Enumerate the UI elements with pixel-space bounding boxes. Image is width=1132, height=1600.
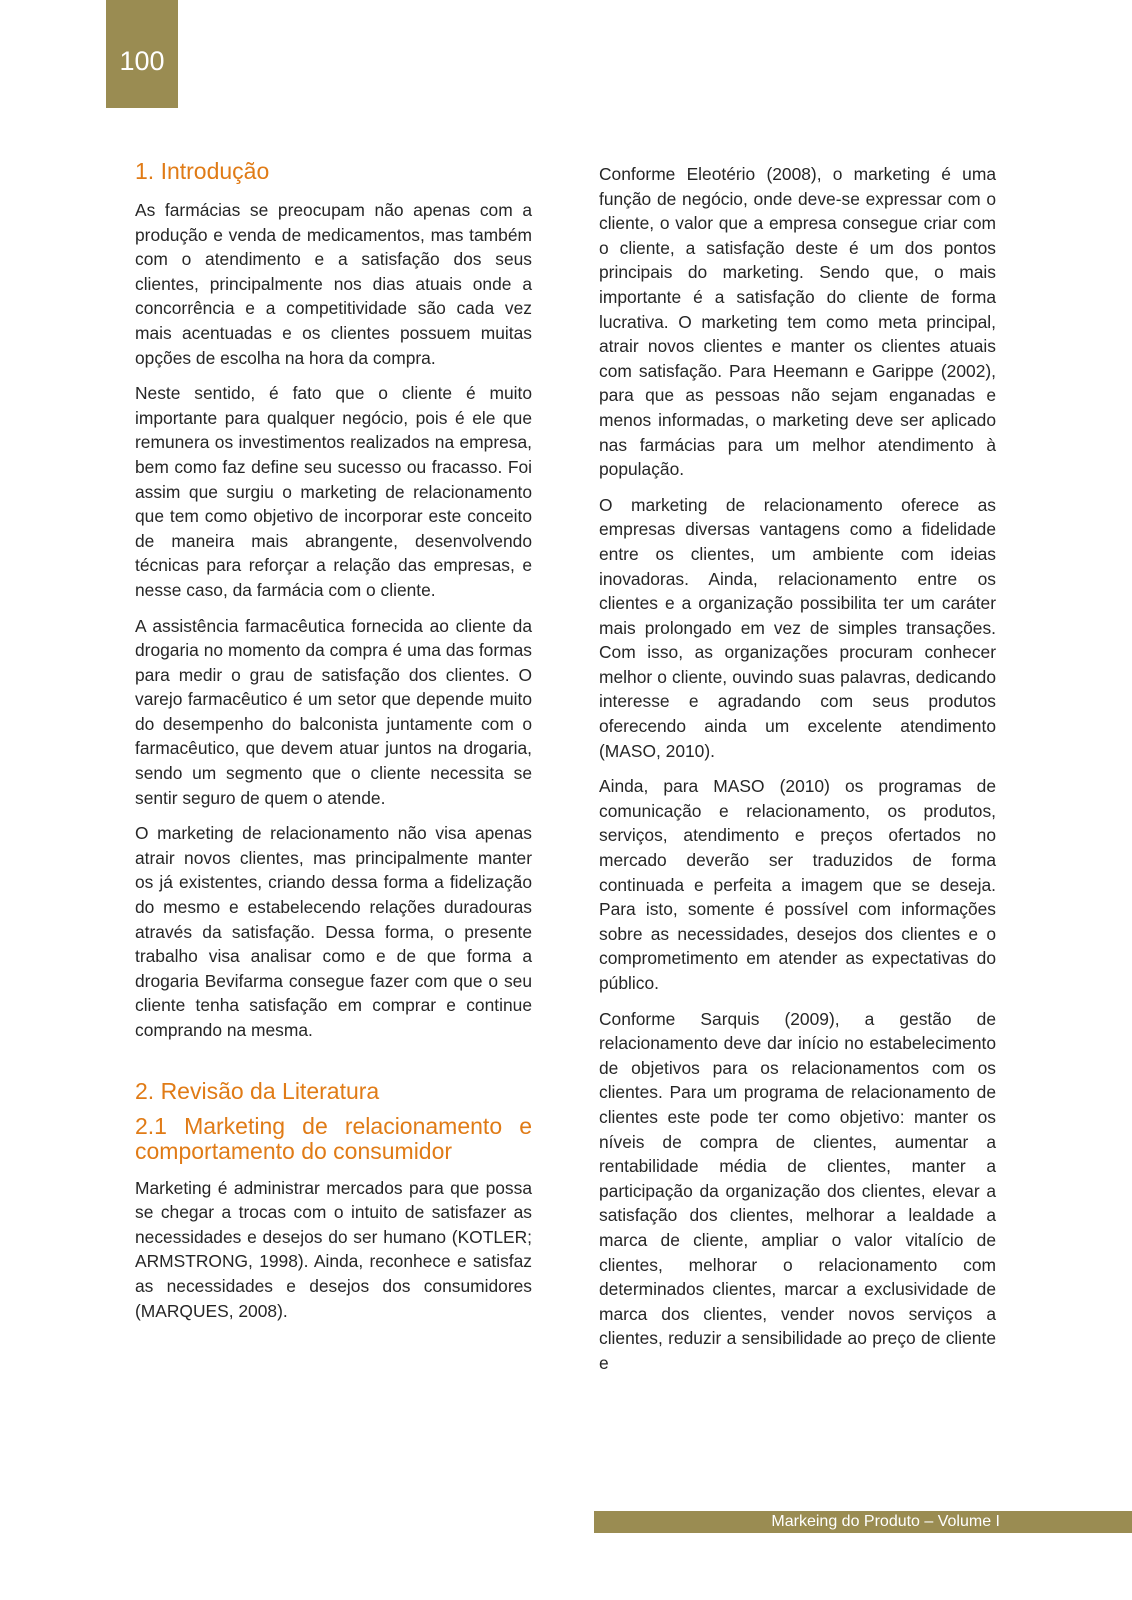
body-paragraph: Ainda, para MASO (2010) os programas de comunicação e relacionamento, os produtos, serviços, atendimento e preços ofertados no mercado deverão ser traduzidos de forma continuada e perfeita a imagem que se deseja. Para isto, somente é possível com informações sobre as necessidades, desejos dos clientes e o comprometimento em atender as expectativas do público. xyxy=(599,776,996,993)
body-paragraph: Conforme Sarquis (2009), a gestão de relacionamento deve dar início no estabelecimento de objetivos para os relacionamentos com os clientes. Para um programa de relacionamento de clientes este pode ter como objetivo: manter os níveis de compra de clientes, aumentar a rentabilidade média de clientes, manter a participação da organização dos clientes, elevar a satisfação dos clientes, melhorar a lealdade a marca de cliente, ampliar o valor vitalício de clientes, melhorar o relacionamento com determinados clientes, marcar a exclusividade de marca dos clientes, vender novos serviços a clientes, reduzir a sensibilidade ao preço de cliente e xyxy=(599,1008,996,1373)
review-paragraph: Marketing é administrar mercados para que possa se chegar a trocas com o intuito de satisfazer as necessidades e desejos do ser humano (KOTLER; ARMSTRONG, 1998). Ainda, reconhece e satisfaz as necessidades e desejos dos consumidores (MARQUES, 2008). xyxy=(135,1177,532,1321)
page-number-tab xyxy=(106,0,178,108)
page-number: 100 xyxy=(119,45,165,76)
intro-paragraph: A assistência farmacêutica fornecida ao cliente da drogaria no momento da compra é uma das formas para medir o grau de satisfação dos clientes. O varejo farmacêutico é um setor que depende muito do desempenho do balconista juntamente com o farmacêutico, que devem atuar juntos na drogaria, sendo um segmento que o cliente necessita se sentir seguro de quem o atende. xyxy=(135,615,532,808)
left-column xyxy=(135,159,532,1334)
footer-bar xyxy=(594,1511,1132,1533)
right-column xyxy=(599,162,996,1387)
intro-paragraph: O marketing de relacionamento não visa apenas atrair novos clientes, mas principalmente manter os já existentes, criando dessa forma a fidelização do mesmo e estabelecendo relações duradouras através da satisfação. Dessa forma, o presente trabalho visa analisar como e de que forma a drogaria Bevifarma consegue fazer com que o seu cliente tenha satisfação em comprar e continue comprando na mesma. xyxy=(135,823,532,1040)
footer-text: Markeing do Produto – Volume I xyxy=(771,1513,1000,1530)
body-paragraph: Conforme Eleotério (2008), o marketing é uma função de negócio, onde deve-se expressar com o cliente, o valor que a empresa consegue criar com o cliente, a satisfação deste é um dos pontos principais do marketing. Sendo que, o mais importante é a satisfação do cliente de forma lucrativa. O marketing tem como meta principal, atrair novos clientes e manter os clientes atuais com satisfação. Para Heemann e Garippe (2002), para que as pessoas não sejam enganadas e menos informadas, o marketing deve ser aplicado nas farmácias para um melhor atendimento à população. xyxy=(599,164,996,480)
body-paragraph: O marketing de relacionamento oferece as empresas diversas vantagens como a fidelidade entre os clientes, um ambiente com ideias inovadoras. Ainda, relacionamento entre os clientes e a organização possibilita ter um caráter mais prolongado em vez de simples transações. Com isso, as organizações procuram conhecer melhor o cliente, ouvindo suas palavras, dedicando interesse e agradando com seus produtos oferecendo ainda um excelente atendimento (MASO, 2010). xyxy=(599,494,996,761)
intro-paragraph: As farmácias se preocupam não apenas com a produção e venda de medicamentos, mas também com o atendimento e a satisfação dos seus clientes, principalmente nos dias atuais onde a concorrência e a competitividade são cada vez mais acentuadas e os clientes possuem muitas opções de escolha na hora da compra. xyxy=(135,200,532,368)
intro-paragraph: Neste sentido, é fato que o cliente é muito importante para qualquer negócio, pois é ele que remunera os investimentos realizados na empresa, bem como faz define seu sucesso ou fracasso. Foi assim que surgiu o marketing de relacionamento que tem como objetivo de incorporar este conceito de maneira mais abrangente, desenvolvendo técnicas para reforçar a relação das empresas, e nesse caso, da farmácia com o cliente. xyxy=(135,383,532,600)
introduction-heading: 1. Introdução xyxy=(135,158,270,184)
literature-review-heading: 2. Revisão da Literatura xyxy=(135,1077,380,1104)
subsection-heading: 2.1 Marketing de relacionamento e comportamento do consumidor xyxy=(135,1112,532,1164)
